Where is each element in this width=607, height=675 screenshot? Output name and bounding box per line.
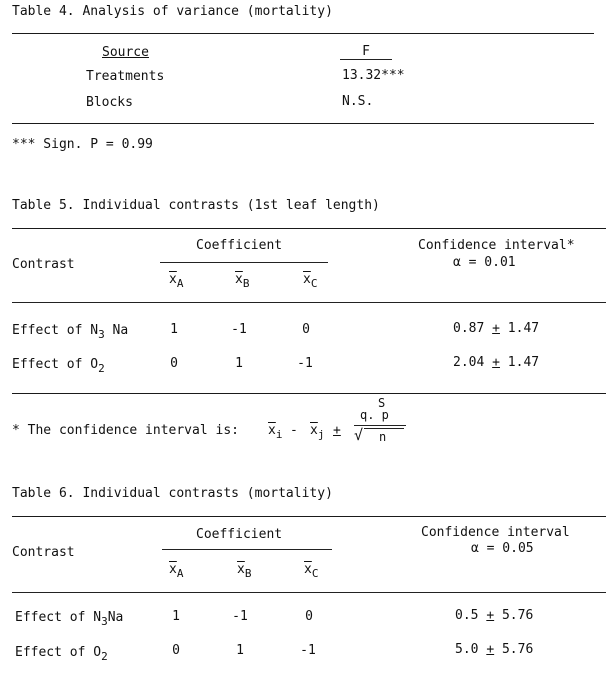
table5-coef-underline [160, 262, 328, 263]
formula-xj: $\overline{x}_j$ [310, 423, 325, 441]
table6-coef-header: Coefficient [196, 527, 283, 542]
formula-qp: q. p [360, 408, 389, 422]
table6-ci-header: Confidence interval [421, 525, 570, 540]
table4-bottom-rule [12, 123, 594, 124]
table6-coef-col-b: $\overline{x}_B$ [237, 562, 252, 580]
table6-coef-underline [162, 549, 332, 550]
table6-alpha: α = 0.05 [471, 541, 534, 556]
table4-row-f: N.S. [342, 94, 374, 109]
table5-contrast-header: Contrast [12, 257, 75, 272]
table4-top-rule [12, 33, 594, 34]
table4-header-f: F [362, 44, 370, 59]
table6-row-ci: 5.0 + 5.76 [455, 642, 534, 657]
table6-coef-col-a: $\overline{x}_A$ [169, 562, 184, 580]
formula-n: n [379, 430, 387, 444]
table4-row-source: Treatments [86, 69, 165, 84]
table5-coef-header: Coefficient [196, 238, 283, 253]
table6-row-coef-a: 1 [172, 609, 180, 624]
table5-bottom-rule [12, 393, 606, 394]
table5-row-coef-c: 0 [302, 322, 310, 337]
table5-row-coef-a: 0 [170, 356, 178, 371]
table5-coef-col-c: $\overline{x}_C$ [303, 272, 318, 290]
table4-title: Table 4. Analysis of variance (mortality) [12, 4, 333, 19]
table5-coef-col-a: $\overline{x}_A$ [169, 272, 184, 290]
table5-header-rule [12, 302, 606, 303]
formula-minus: - [290, 423, 298, 438]
table4-row-f: 13.32*** [342, 68, 405, 83]
table6-row-coef-c: -1 [300, 643, 316, 658]
table6-top-rule [12, 516, 606, 517]
table5-row-coef-c: -1 [297, 356, 313, 371]
table5-row-coef-a: 1 [170, 322, 178, 337]
table4-f-underline [340, 59, 392, 60]
table5-title: Table 5. Individual contrasts (1st leaf length) [12, 198, 380, 213]
formula-xi: $\overline{x}_i$ [268, 423, 283, 441]
formula-footnote-text: * The confidence interval is: [12, 423, 239, 438]
formula-plus-minus: + [333, 423, 341, 438]
table4-row-source: Blocks [86, 95, 133, 110]
table6-title: Table 6. Individual contrasts (mortality) [12, 486, 333, 501]
table6-row-label: Effect of $N_3Na$ [15, 610, 124, 628]
table4-header-source: Source [102, 45, 149, 60]
table5-row-label: Effect of $N_3$ Na [12, 323, 129, 341]
table6-row-coef-a: 0 [172, 643, 180, 658]
table6-header-rule [12, 592, 606, 593]
table4-footnote: *** Sign. P = 0.99 [12, 137, 153, 152]
table6-row-coef-b: -1 [232, 609, 248, 624]
table6-contrast-header: Contrast [12, 545, 75, 560]
table5-row-coef-b: 1 [235, 356, 243, 371]
table5-row-ci: 0.87 + 1.47 [453, 321, 540, 336]
table5-row-ci: 2.04 + 1.47 [453, 355, 540, 370]
table6-row-coef-b: 1 [236, 643, 244, 658]
table5-row-label: Effect of $O_2$ [12, 357, 105, 375]
table5-row-coef-b: -1 [231, 322, 247, 337]
table6-coef-col-c: $\overline{x}_C$ [304, 562, 319, 580]
table5-coef-col-b: $\overline{x}_B$ [235, 272, 250, 290]
formula-s: S [378, 396, 386, 410]
formula-sqrt-radical: √ [354, 426, 364, 444]
table6-row-label: Effect of $O_2$ [15, 645, 108, 663]
table6-row-ci: 0.5 + 5.76 [455, 608, 534, 623]
table5-top-rule [12, 228, 606, 229]
table6-row-coef-c: 0 [305, 609, 313, 624]
formula-sqrt-vinculum [364, 428, 404, 429]
table5-ci-header: Confidence interval* [418, 238, 575, 253]
table5-alpha: α = 0.01 [453, 255, 516, 270]
